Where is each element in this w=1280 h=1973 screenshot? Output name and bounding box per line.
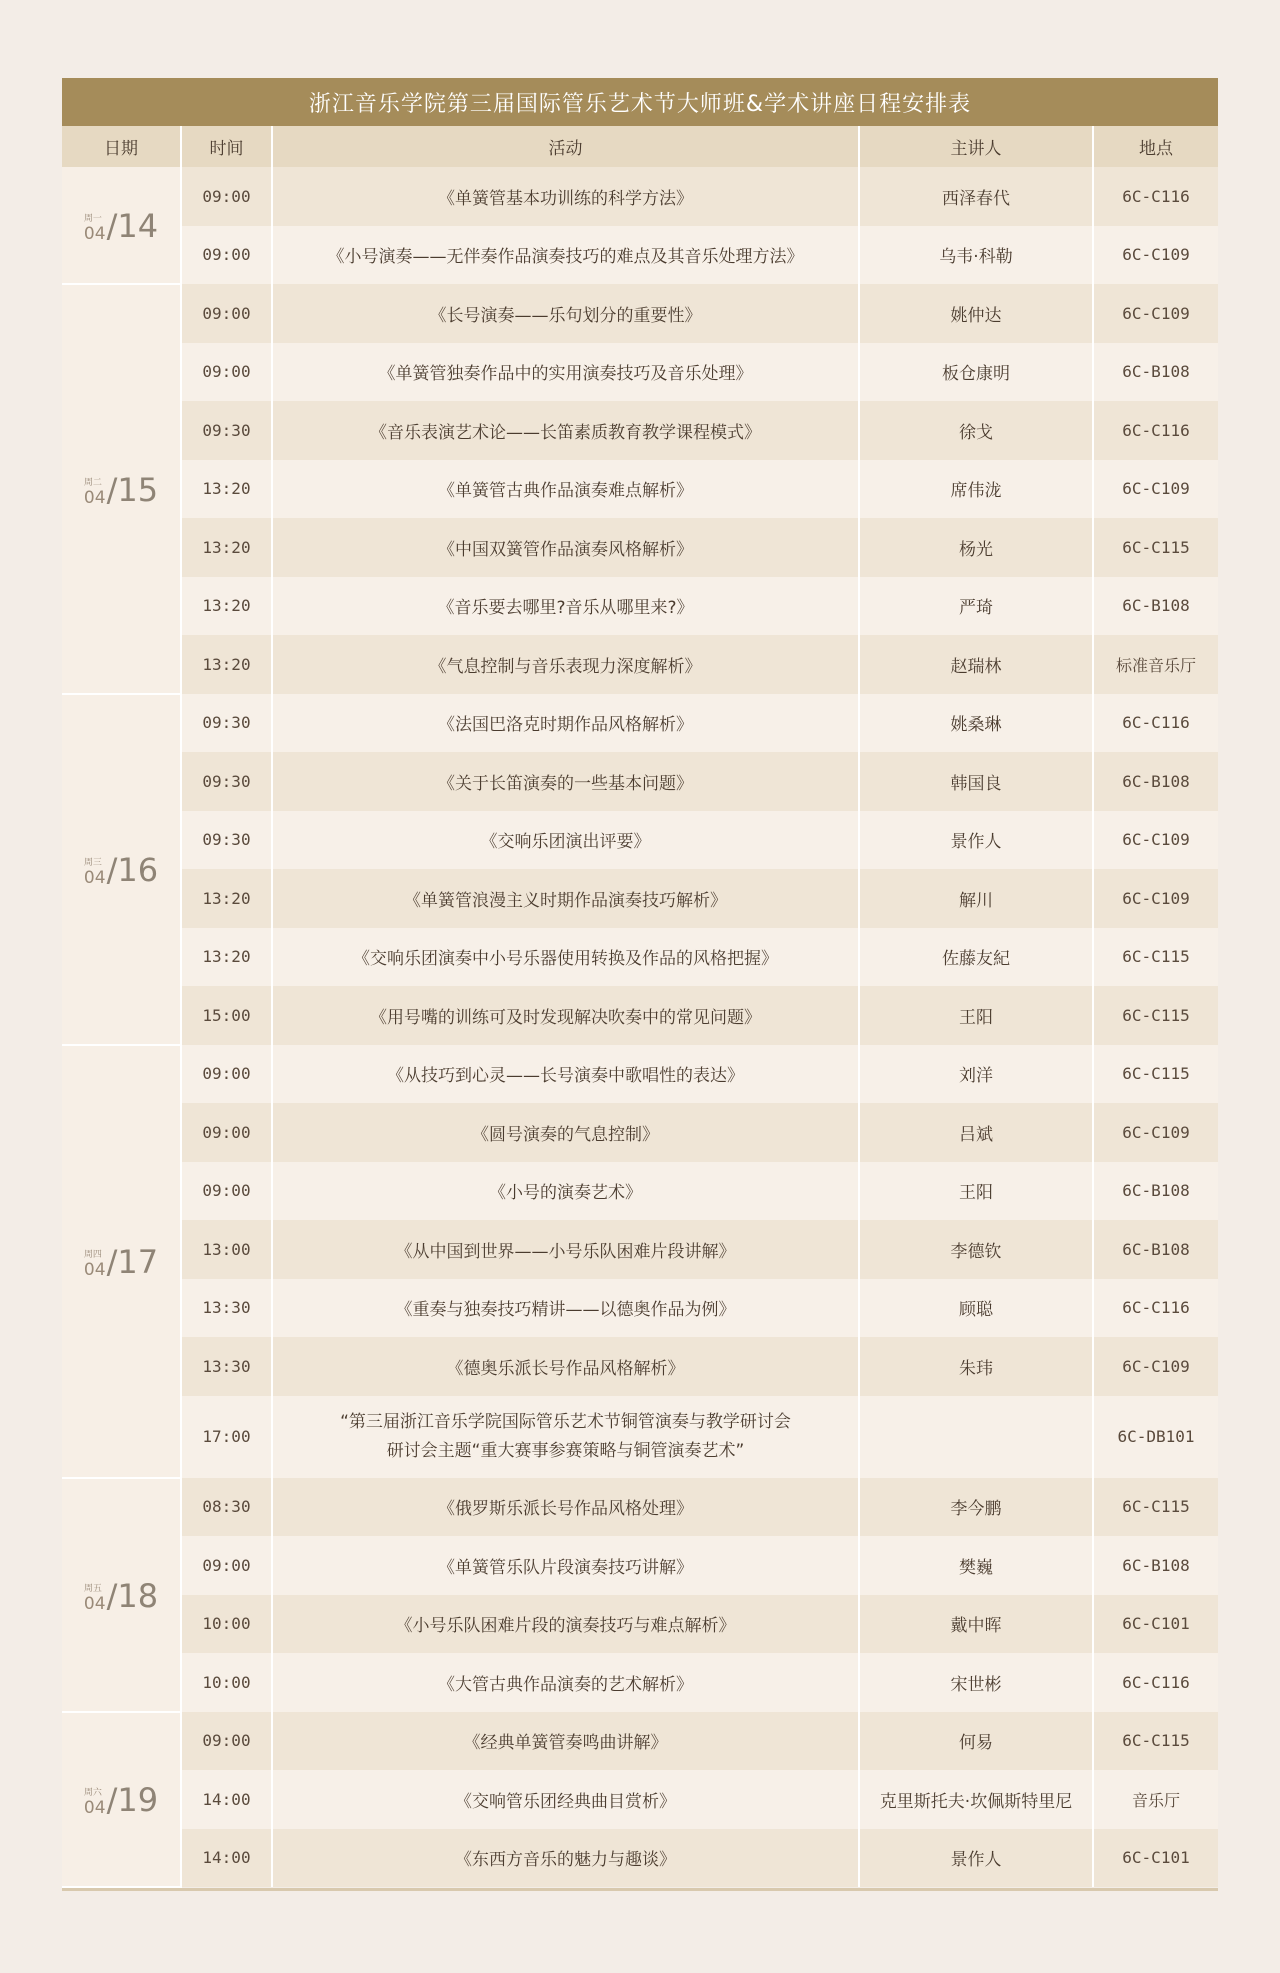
table-row: [62, 928, 1218, 987]
time-cell: 09:00: [181, 1045, 272, 1104]
month-label: 04: [83, 1798, 106, 1819]
table-row: [62, 869, 1218, 928]
time-cell: 13:00: [181, 1220, 272, 1279]
table-row: [62, 1103, 1218, 1162]
day-label: /16: [106, 851, 159, 889]
activity-cell: 《小号乐队困难片段的演奏技巧与难点解析》: [272, 1595, 859, 1654]
month-label: 04: [83, 487, 106, 508]
speaker-cell: 李德钦: [859, 1220, 1093, 1279]
table-row: [62, 1770, 1218, 1829]
activity-cell: 《交响乐团演出评要》: [272, 811, 859, 870]
header-activity: 活动: [272, 126, 859, 167]
date-label: [84, 472, 158, 508]
speaker-cell: 板仓康明: [859, 343, 1093, 402]
weekday-label: 周四: [83, 1250, 102, 1260]
table-row: [62, 986, 1218, 1045]
speaker-cell: 赵瑞林: [859, 635, 1093, 694]
table-row: [62, 343, 1218, 402]
activity-cell: 《从技巧到心灵——长号演奏中歌唱性的表达》: [272, 1045, 859, 1104]
table-row: [62, 1162, 1218, 1221]
speaker-cell: 姚桑琳: [859, 694, 1093, 753]
table-row: [62, 577, 1218, 636]
time-cell: 09:00: [181, 1536, 272, 1595]
activity-cell: 《单簧管独奏作品中的实用演奏技巧及音乐处理》: [272, 343, 859, 402]
table-row: [62, 1220, 1218, 1279]
day-label: /15: [106, 470, 159, 509]
activity-cell: 《圆号演奏的气息控制》: [272, 1103, 859, 1162]
date-small: [84, 1788, 106, 1818]
speaker-cell: 李今鹏: [859, 1478, 1093, 1537]
speaker-cell: 席伟泷: [859, 460, 1093, 519]
location-cell: 6C-B108: [1093, 1536, 1218, 1595]
activity-cell: 《小号的演奏艺术》: [272, 1162, 859, 1221]
activity-cell: 《长号演奏——乐句划分的重要性》: [272, 284, 859, 343]
speaker-cell: 解川: [859, 869, 1093, 928]
date-cell: [62, 694, 181, 1045]
table-row: [62, 284, 1218, 343]
time-cell: 14:00: [181, 1829, 272, 1888]
time-cell: 08:30: [181, 1478, 272, 1537]
speaker-cell: 王阳: [859, 986, 1093, 1045]
location-cell: 6C-C115: [1093, 986, 1218, 1045]
location-cell: 6C-C116: [1093, 1653, 1218, 1712]
speaker-cell: 吕斌: [859, 1103, 1093, 1162]
time-cell: 09:30: [181, 694, 272, 753]
location-cell: 6C-B108: [1093, 1162, 1218, 1221]
table-row: [62, 752, 1218, 811]
location-cell: 6C-C109: [1093, 1103, 1218, 1162]
day-label: /19: [106, 1781, 159, 1820]
speaker-cell: 严琦: [859, 577, 1093, 636]
speaker-cell: 西泽春代: [859, 167, 1093, 226]
time-cell: 09:00: [181, 1712, 272, 1771]
location-cell: 6C-C115: [1093, 1045, 1218, 1104]
activity-cell: 《单簧管古典作品演奏难点解析》: [272, 460, 859, 519]
location-cell: 6C-B108: [1093, 577, 1218, 636]
speaker-cell: 景作人: [859, 811, 1093, 870]
time-cell: 13:20: [181, 460, 272, 519]
activity-cell: 《德奥乐派长号作品风格解析》: [272, 1337, 859, 1396]
location-cell: 音乐厅: [1093, 1770, 1218, 1829]
time-cell: 13:20: [181, 635, 272, 694]
location-cell: 标准音乐厅: [1093, 635, 1218, 694]
table-row: [62, 1478, 1218, 1537]
day-label: /14: [106, 207, 159, 245]
activity-line-1: “第三届浙江音乐学院国际管乐艺术节铜管演奏与教学研讨会: [340, 1411, 791, 1432]
day-label: /18: [106, 1576, 159, 1615]
location-cell: 6C-C115: [1093, 518, 1218, 577]
speaker-cell: 王阳: [859, 1162, 1093, 1221]
activity-cell: 《交响乐团演奏中小号乐器使用转换及作品的风格把握》: [272, 928, 859, 987]
speaker-cell: 宋世彬: [859, 1653, 1093, 1712]
activity-cell: 《用号嘴的训练可及时发现解决吹奏中的常见问题》: [272, 986, 859, 1045]
activity-cell: 《大管古典作品演奏的艺术解析》: [272, 1653, 859, 1712]
location-cell: 6C-C115: [1093, 1478, 1218, 1537]
location-cell: 6C-B108: [1093, 343, 1218, 402]
speaker-cell: 何易: [859, 1712, 1093, 1771]
date-small: [84, 1584, 106, 1614]
location-cell: 6C-C115: [1093, 1712, 1218, 1771]
time-cell: 09:30: [181, 752, 272, 811]
time-cell: 09:30: [181, 401, 272, 460]
activity-cell: 《小号演奏——无伴奏作品演奏技巧的难点及其音乐处理方法》: [272, 226, 859, 285]
location-cell: 6C-C109: [1093, 1337, 1218, 1396]
location-cell: 6C-C109: [1093, 811, 1218, 870]
table-row: [62, 167, 1218, 226]
time-cell: 13:30: [181, 1337, 272, 1396]
activity-cell: 《关于长笛演奏的一些基本问题》: [272, 752, 859, 811]
activity-cell: 《从中国到世界——小号乐队困难片段讲解》: [272, 1220, 859, 1279]
activity-cell: 《交响管乐团经典曲目赏析》: [272, 1770, 859, 1829]
table-row: [62, 1653, 1218, 1712]
time-cell: 13:20: [181, 928, 272, 987]
activity-cell: 《音乐要去哪里?音乐从哪里来?》: [272, 577, 859, 636]
speaker-cell: 克里斯托夫·坎佩斯特里尼: [859, 1770, 1093, 1829]
time-cell: 09:00: [181, 1162, 272, 1221]
schedule-table: [62, 126, 1218, 1888]
table-row: [62, 1712, 1218, 1771]
speaker-cell: 刘洋: [859, 1045, 1093, 1104]
location-cell: 6C-C109: [1093, 460, 1218, 519]
table-row: [62, 635, 1218, 694]
table-header-row: [62, 126, 1218, 167]
time-cell: 09:00: [181, 284, 272, 343]
activity-cell: 《单簧管乐队片段演奏技巧讲解》: [272, 1536, 859, 1595]
day-label: /17: [106, 1243, 159, 1281]
date-cell: [62, 1712, 181, 1888]
table-row: [62, 226, 1218, 285]
location-cell: 6C-C101: [1093, 1829, 1218, 1888]
location-cell: 6C-C109: [1093, 284, 1218, 343]
time-cell: 09:30: [181, 811, 272, 870]
activity-cell: 《单簧管浪漫主义时期作品演奏技巧解析》: [272, 869, 859, 928]
table-row: [62, 1279, 1218, 1338]
date-label: [84, 1782, 158, 1818]
speaker-cell: 佐藤友紀: [859, 928, 1093, 987]
speaker-cell: 韩国良: [859, 752, 1093, 811]
time-cell: 13:20: [181, 869, 272, 928]
time-cell: 13:20: [181, 518, 272, 577]
time-cell: 09:00: [181, 226, 272, 285]
table-body: [62, 167, 1218, 1887]
time-cell: 10:00: [181, 1653, 272, 1712]
schedule-sheet: [62, 78, 1218, 1891]
month-label: 04: [83, 1593, 106, 1614]
table-row: [62, 1337, 1218, 1396]
table-row: [62, 811, 1218, 870]
month-label: 04: [83, 1260, 106, 1280]
table-row: [62, 518, 1218, 577]
speaker-cell: 顾聪: [859, 1279, 1093, 1338]
time-cell: 14:00: [181, 1770, 272, 1829]
table-row: [62, 460, 1218, 519]
speaker-cell: 姚仲达: [859, 284, 1093, 343]
location-cell: 6C-C116: [1093, 1279, 1218, 1338]
date-cell: [62, 1478, 181, 1712]
location-cell: 6C-C116: [1093, 167, 1218, 226]
time-cell: 15:00: [181, 986, 272, 1045]
activity-cell: 《东西方音乐的魅力与趣谈》: [272, 1829, 859, 1888]
time-cell: 10:00: [181, 1595, 272, 1654]
time-cell: 13:20: [181, 577, 272, 636]
date-small: [84, 214, 106, 244]
date-label: [84, 208, 158, 244]
speaker-cell: 景作人: [859, 1829, 1093, 1888]
table-row: [62, 1536, 1218, 1595]
activity-cell: 《单簧管基本功训练的科学方法》: [272, 167, 859, 226]
weekday-label: 周二: [83, 477, 102, 488]
speaker-cell: 朱玮: [859, 1337, 1093, 1396]
page-title: 浙江音乐学院第三届国际管乐艺术节大师班&学术讲座日程安排表: [62, 78, 1218, 126]
table-row: [62, 1045, 1218, 1104]
speaker-cell: 戴中晖: [859, 1595, 1093, 1654]
weekday-label: 周一: [83, 214, 102, 224]
date-small: [84, 1250, 106, 1280]
month-label: 04: [83, 868, 106, 888]
date-small: [84, 478, 106, 508]
date-small: [84, 858, 106, 888]
speaker-cell: [859, 1396, 1093, 1478]
speaker-cell: 杨光: [859, 518, 1093, 577]
bottom-divider: [62, 1888, 1218, 1891]
time-cell: 13:30: [181, 1279, 272, 1338]
location-cell: 6C-C109: [1093, 869, 1218, 928]
weekday-label: 周五: [83, 1583, 102, 1594]
weekday-label: 周六: [83, 1788, 102, 1799]
time-cell: 09:00: [181, 343, 272, 402]
location-cell: 6C-C115: [1093, 928, 1218, 987]
speaker-cell: 樊巍: [859, 1536, 1093, 1595]
location-cell: 6C-B108: [1093, 752, 1218, 811]
table-row: [62, 694, 1218, 753]
date-cell: [62, 284, 181, 694]
table-row: [62, 1396, 1218, 1478]
location-cell: 6C-B108: [1093, 1220, 1218, 1279]
activity-cell: 《经典单簧管奏鸣曲讲解》: [272, 1712, 859, 1771]
location-cell: 6C-DB101: [1093, 1396, 1218, 1478]
table-row: [62, 1595, 1218, 1654]
date-cell: [62, 1045, 181, 1478]
header-time: 时间: [181, 126, 272, 167]
date-label: [84, 1244, 158, 1280]
header-speaker: 主讲人: [859, 126, 1093, 167]
activity-cell: [272, 1396, 859, 1478]
header-date: 日期: [62, 126, 181, 167]
time-cell: 09:00: [181, 167, 272, 226]
weekday-label: 周三: [83, 858, 102, 868]
date-label: [84, 852, 158, 888]
table-row: [62, 1829, 1218, 1888]
activity-cell: 《音乐表演艺术论——长笛素质教育教学课程模式》: [272, 401, 859, 460]
table-row: [62, 401, 1218, 460]
location-cell: 6C-C116: [1093, 694, 1218, 753]
date-label: [84, 1578, 158, 1614]
header-location: 地点: [1093, 126, 1218, 167]
date-cell: [62, 167, 181, 284]
location-cell: 6C-C101: [1093, 1595, 1218, 1654]
speaker-cell: 徐戈: [859, 401, 1093, 460]
speaker-cell: 乌韦·科勒: [859, 226, 1093, 285]
location-cell: 6C-C116: [1093, 401, 1218, 460]
activity-cell: 《法国巴洛克时期作品风格解析》: [272, 694, 859, 753]
activity-cell: 《气息控制与音乐表现力深度解析》: [272, 635, 859, 694]
month-label: 04: [83, 224, 106, 244]
activity-cell: 《俄罗斯乐派长号作品风格处理》: [272, 1478, 859, 1537]
location-cell: 6C-C109: [1093, 226, 1218, 285]
activity-cell: 《重奏与独奏技巧精讲——以德奥作品为例》: [272, 1279, 859, 1338]
time-cell: 17:00: [181, 1396, 272, 1478]
activity-cell: 《中国双簧管作品演奏风格解析》: [272, 518, 859, 577]
time-cell: 09:00: [181, 1103, 272, 1162]
activity-line-2: 研讨会主题“重大赛事参赛策略与铜管演奏艺术”: [386, 1440, 745, 1461]
